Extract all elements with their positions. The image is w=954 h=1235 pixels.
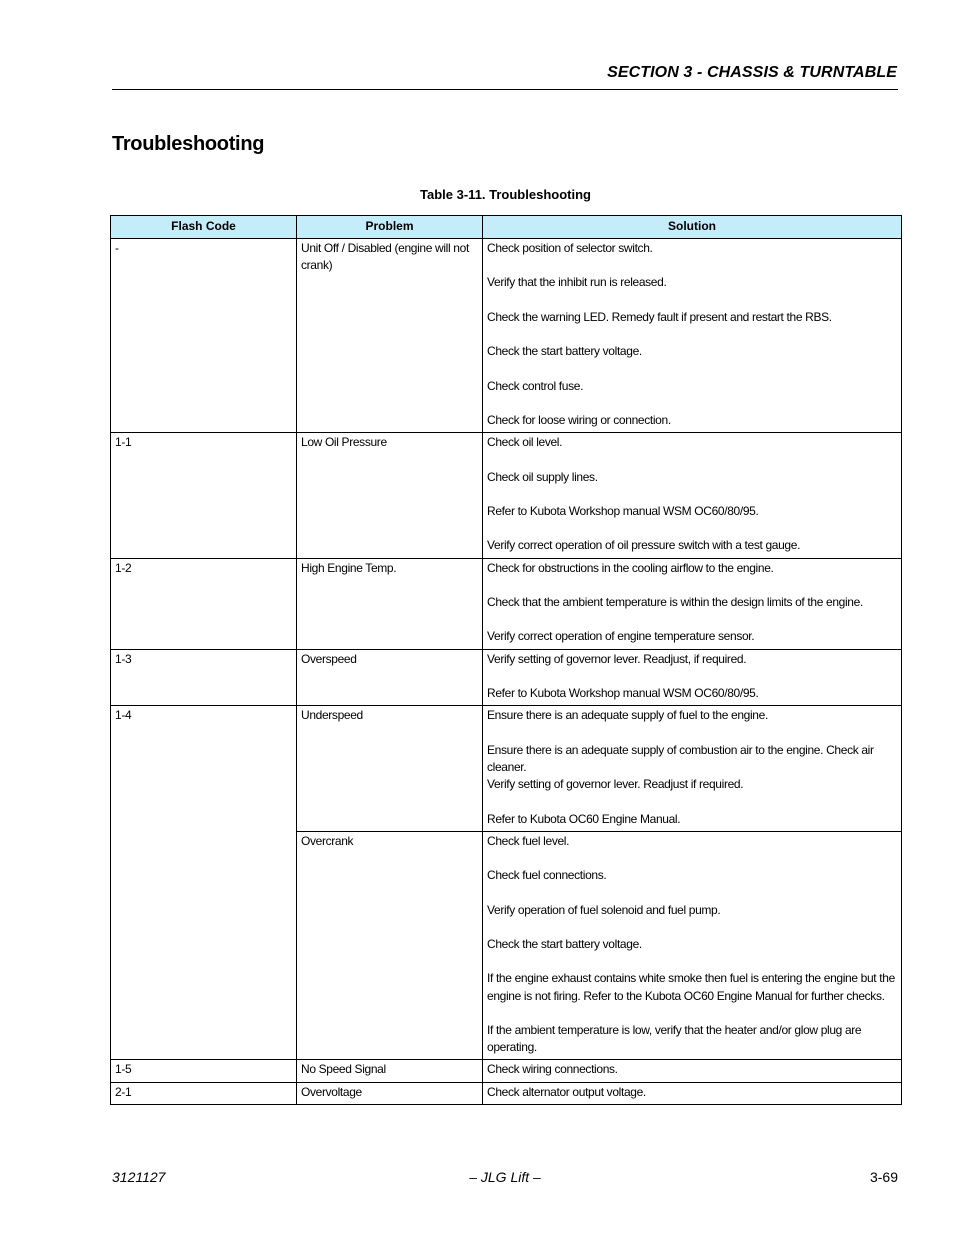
table-row: [111, 239, 902, 433]
solution-text: Ensure there is an adequate supply of fuel to the engine. Ensure there is an adequate supply of combustion air to the engine. Check air cleaner. Verify setting of governor lever. Readjust if required. Refer to Kubota OC60 Engine Manual.: [487, 708, 874, 826]
publisher-label: – JLG Lift –: [469, 1169, 541, 1185]
solution-cell: [483, 1060, 902, 1082]
problem-cell: No Speed Signal: [297, 1060, 483, 1082]
solution-text: Check oil level. Check oil supply lines. Refer to Kubota Workshop manual WSM OC60/80/95. Verify correct operation of oil pressure switch with a test gauge.: [487, 435, 801, 553]
table-row: [111, 558, 902, 649]
troubleshooting-table: [110, 215, 902, 1105]
solution-text: Check wiring connections.: [487, 1062, 618, 1077]
problem-cell: Underspeed: [297, 706, 483, 831]
table-caption: Table 3-11. Troubleshooting: [420, 187, 591, 202]
header-divider: [112, 89, 898, 90]
solution-cell: [483, 558, 902, 649]
flash-code-cell: 1-4: [111, 706, 297, 1060]
page-number: 3-69: [869, 1169, 898, 1185]
table-row: [111, 706, 902, 831]
document-number: 3121127: [112, 1169, 166, 1185]
table-row: [111, 649, 902, 706]
table-row: [111, 1060, 902, 1082]
flash-code-cell: 1-3: [111, 649, 297, 706]
solution-cell: [483, 1082, 902, 1104]
solution-cell: [483, 706, 902, 831]
flash-code-cell: 1-5: [111, 1060, 297, 1082]
solution-cell: [483, 831, 902, 1060]
solution-text: Check fuel level. Check fuel connections. Verify operation of fuel solenoid and fuel pump. Check the start battery voltage. If the engine exhaust contains white smoke then fuel is entering the engine but the engine is not firing. Refer to the Kubota OC60 Engine Manual for further checks. If the ambient temperature is low, verify that the heater and/or glow plug are operating.: [487, 833, 895, 1055]
problem-cell: Unit Off / Disabled (engine will not crank): [297, 239, 483, 433]
solution-cell: [483, 239, 902, 433]
solution-text: Check for obstructions in the cooling airflow to the engine. Check that the ambient temperature is within the design limits of the engine. Verify correct operation of engine temperature sensor.: [487, 560, 863, 644]
solution-text: Check position of selector switch. Verify that the inhibit run is released. Check the warning LED. Remedy fault if present and restart the RBS. Check the start battery voltage. Check control fuse. Check for loose wiring or connection.: [487, 241, 832, 428]
page-title: Troubleshooting: [112, 133, 265, 155]
solution-cell: [483, 433, 902, 558]
section-header: SECTION 3 - CHASSIS & TURNTABLE: [607, 64, 897, 81]
column-header-solution: Solution: [483, 216, 902, 239]
problem-cell: Overvoltage: [297, 1082, 483, 1104]
table-row: [111, 433, 902, 558]
flash-code-cell: 2-1: [111, 1082, 297, 1104]
table-row: [111, 1082, 902, 1104]
problem-cell: Overspeed: [297, 649, 483, 706]
problem-cell: Low Oil Pressure: [297, 433, 483, 558]
problem-cell: Overcrank: [297, 831, 483, 1060]
problem-cell: High Engine Temp.: [297, 558, 483, 649]
flash-code-cell: 1-1: [111, 433, 297, 558]
flash-code-cell: 1-2: [111, 558, 297, 649]
page-footer: [112, 1169, 898, 1189]
table-header-row: [111, 216, 902, 239]
column-header-problem: Problem: [297, 216, 483, 239]
flash-code-cell: -: [111, 239, 297, 433]
solution-text: Verify setting of governor lever. Readjust, if required. Refer to Kubota Workshop manual WSM OC60/80/95.: [487, 651, 759, 701]
solution-text: Check alternator output voltage.: [487, 1084, 646, 1099]
column-header-flash-code: Flash Code: [111, 216, 297, 239]
solution-cell: [483, 649, 902, 706]
